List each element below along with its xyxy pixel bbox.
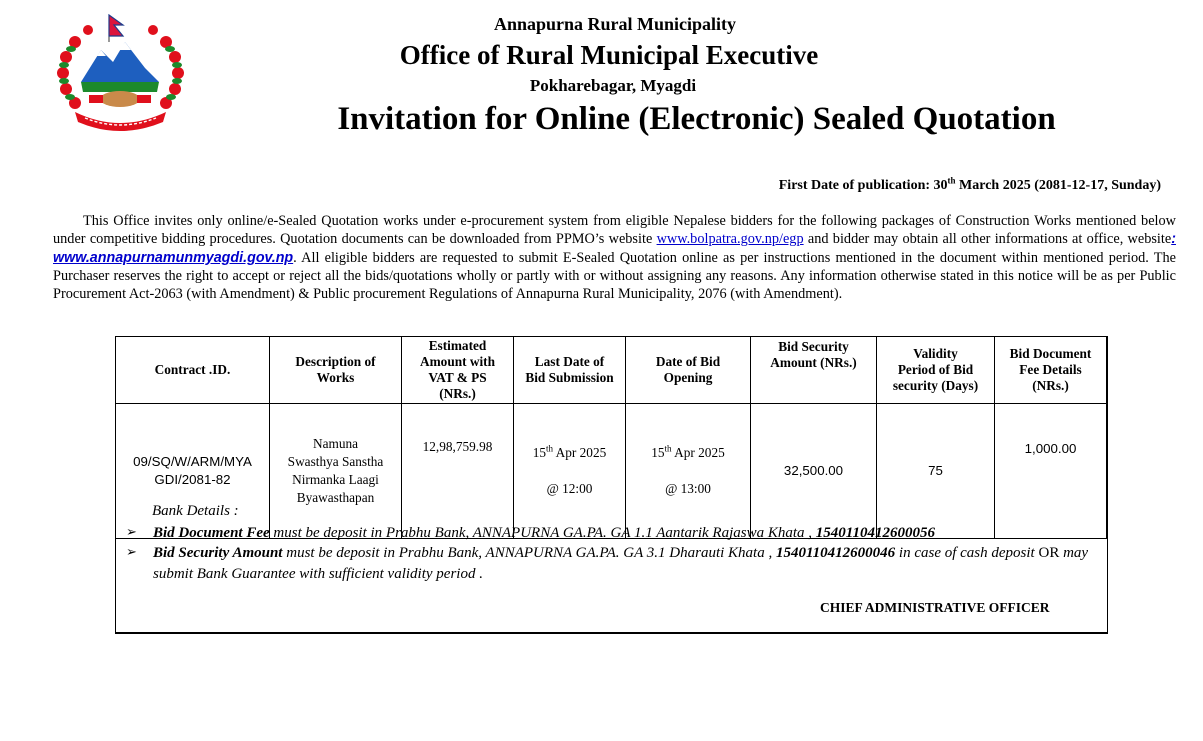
header-last-date: Last Date of Bid Submission (514, 337, 626, 404)
cell-validity: 75 (877, 404, 995, 539)
municipality-website-link[interactable]: : www.annapurnamunmyagdi.gov.np (53, 231, 1176, 266)
publication-date: First Date of publication: 30th March 2025 (2081-12-17, Sunday) (778, 175, 1161, 193)
cell-opening-date: 15th Apr 2025 @ 13:00 (626, 404, 751, 539)
notice-paragraph: This Office invites only online/e-Sealed Quotation works under e-procurement system from eligible Nepalese bidders for the following packages of Construction Works mentioned below under competitive bidding procedures. Quotation documents can be downloaded from PPMO’s website www.bolpatra.gov.np/egp and bidder may obtain all other informations at office, website: www.annapurnamunmyagdi.gov.np. All eligible bidders are requested to submit E-Sealed Quotation online as per instructions mentioned in the document within mentioned period. The Purchaser reserves the right to accept or reject all the bids/quotations wholly or partly with or without assigning any reasons. Any information otherwise stated in this notice will be as per Public Procurement Act-2063 (with Amendment) & Public procurement Regulations of Annapurna Rural Municipality, 2076 (with Amendment). (53, 213, 1176, 303)
packages-table (115, 336, 1107, 539)
cell-document-fee: 1,000.00 (995, 404, 1107, 539)
arrow-bullet-icon: ➢ (126, 524, 137, 539)
cell-last-date: 15th Apr 2025 @ 12:00 (514, 404, 626, 539)
arrow-bullet-icon: ➢ (126, 544, 137, 559)
cell-description: Namuna Swasthya Sanstha Nirmanka Laagi Byawasthapan (270, 404, 402, 539)
header-document-fee: Bid Document Fee Details (NRs.) (995, 337, 1107, 404)
cell-estimated-amount: 12,98,759.98 (402, 404, 514, 539)
header-bid-security: Bid Security Amount (NRs.) (751, 337, 877, 404)
signature-title: CHIEF ADMINISTRATIVE OFFICER (820, 600, 1050, 615)
bank-details-label: Bank Details : (152, 503, 239, 519)
cell-bid-security: 32,500.00 (751, 404, 877, 539)
ppmo-link[interactable]: www.bolpatra.gov.np/egp (656, 231, 804, 248)
notice-title: Invitation for Online (Electronic) Sealed Quotation (337, 101, 1056, 137)
header-opening-date: Date of Bid Opening (626, 337, 751, 404)
office-location: Pokharebagar, Myagdi (529, 76, 697, 95)
table-row (116, 404, 1107, 539)
municipality-name: Annapurna Rural Municipality (493, 14, 737, 34)
header-estimated-amount: Estimated Amount with VAT & PS (NRs.) (402, 337, 514, 404)
table-header-row (116, 337, 1107, 404)
header-contract-id: Contract .ID. (116, 337, 270, 404)
office-name: Office of Rural Municipal Executive (399, 40, 819, 70)
header-description: Description of Works (270, 337, 402, 404)
header-validity: Validity Period of Bid security (Days) (877, 337, 995, 404)
cell-contract-id: 09/SQ/W/ARM/MYA GDI/2081-82 (116, 404, 270, 539)
